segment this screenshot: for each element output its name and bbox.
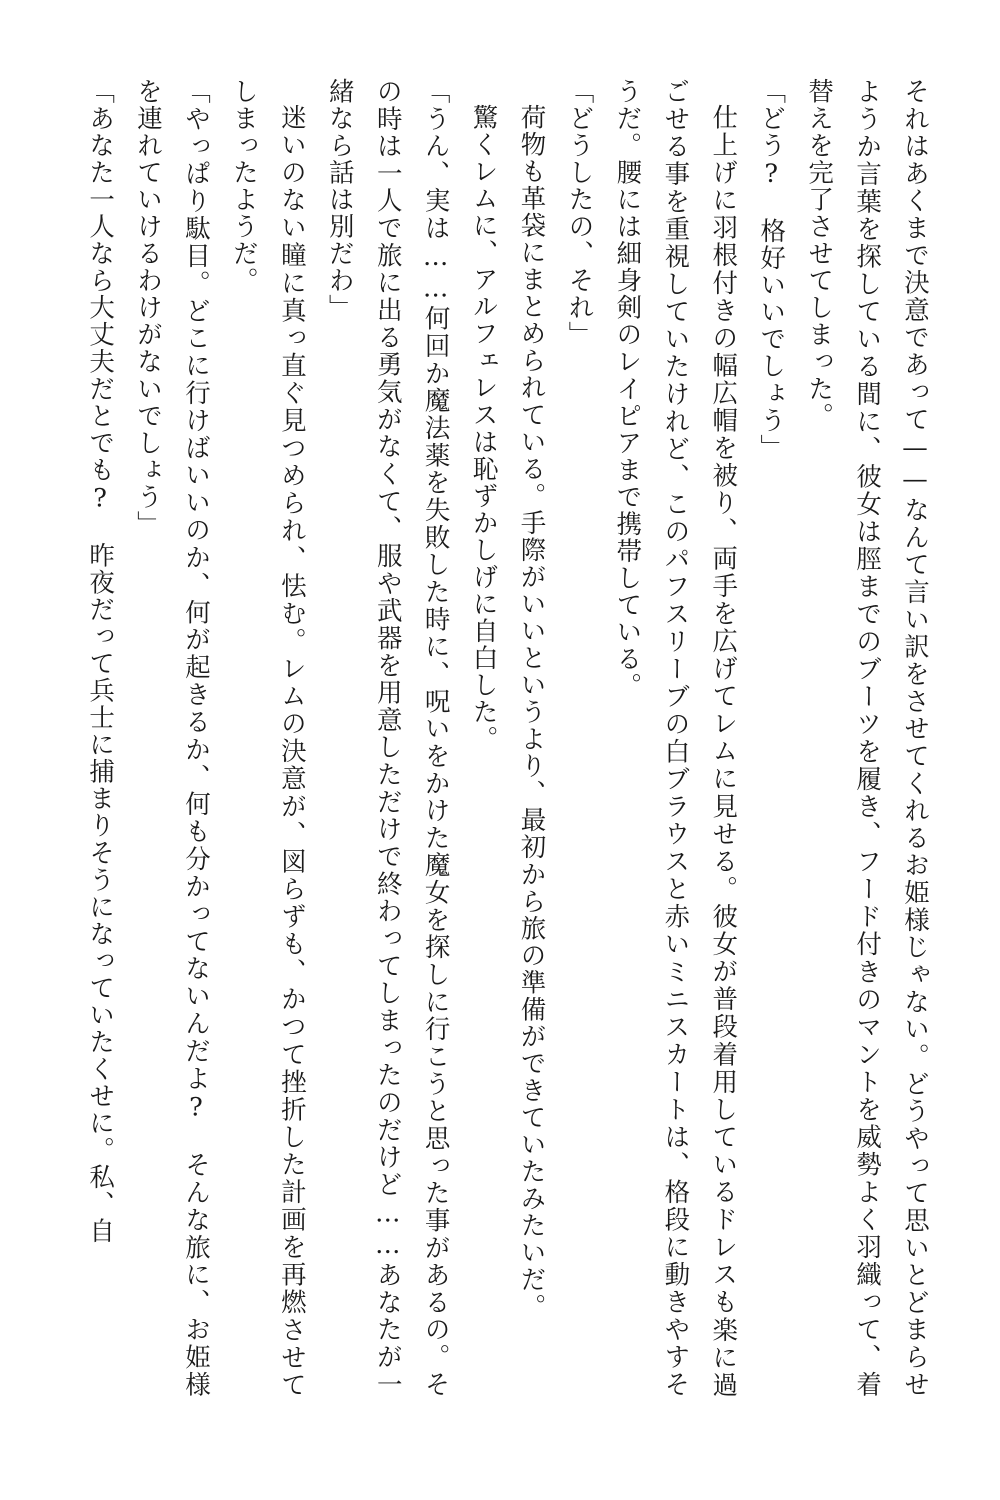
dialogue-line: 「どう? 格好いいでしょう」 (756, 78, 787, 461)
page-body-text (62, 78, 938, 1398)
dialogue-line: 「どうしたの、それ」 (564, 78, 595, 349)
paragraph: 迷いのない瞳に真っ直ぐ見つめられ、怯む。レムの決意が、図らずも、かつて挫折した計画を再燃させてしまったようだ。 (228, 78, 307, 1398)
paragraph: 驚くレムに、アルフェレスは恥ずかしげに自白した。 (468, 103, 499, 753)
dialogue-line: 「あなた一人なら大丈夫だとでも? 昨夜だって兵士に捕まりそうになっていたくせに。私、自 (85, 78, 116, 1245)
paragraph: 仕上げに羽根付きの幅広帽を被り、両手を広げてレムに見せる。彼女が普段着用しているドレスも楽に過ごせる事を重視していたけれど、このパフスリーブの白ブラウスと赤いミニスカートは、格段に動きやすそうだ。腰には細身剣のレイピアまで携帯している。 (612, 78, 739, 1398)
dialogue-line: 「やっぱり駄目。どこに行けばいいのか、何が起きるか、何も分かってないんだよ? そんな旅に、お姫様を連れていけるわけがないでしょう」 (133, 78, 211, 1398)
paragraph: 荷物も革袋にまとめられている。手際がいいというより、最初から旅の準備ができていたみたいだ。 (516, 103, 547, 1320)
paragraph: それはあくまで決意であって——なんて言い訳をさせてくれるお姫様じゃない。どうやって思いとどまらせようか言葉を探している間に、彼女は脛までのブーツを履き、フード付きのマントを威勢よく羽織って、着替えを完了させてしまった。 (804, 78, 930, 1398)
dialogue-line: 「うん、実は……何回か魔法薬を失敗した時に、呪いをかけた魔女を探しに行こうと思った事があるの。その時は一人で旅に出る勇気がなくて、服や武器を用意しただけで終わってしまったのだけど……あなたが一緒なら話は別だわ」 (324, 78, 451, 1398)
